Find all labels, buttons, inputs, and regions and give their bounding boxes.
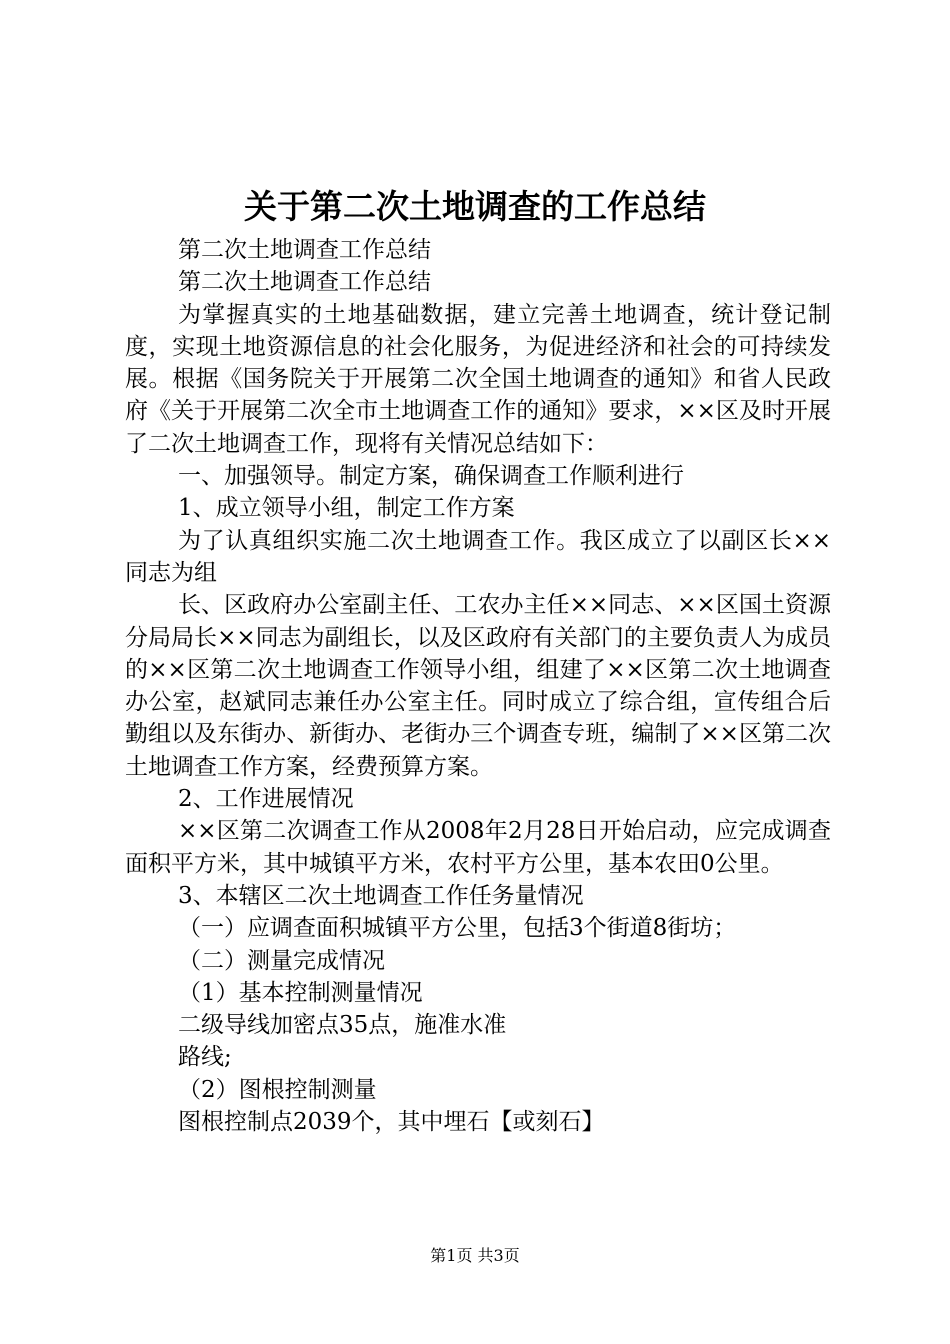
body-paragraph: 长、区政府办公室副主任、工农办主任××同志、××区国土资源分局局长××同志为副组长，以及区政府有关部门的主要负责人为成员的××区第二次土地调查工作领导小组，组建了××区第二次土地调查办公室，赵斌同志兼任办公室主任。同时成立了综合组，宣传组合后勤组以及东街办、新街办、老街办三个调查专班，编制了××区第二次土地调查工作方案，经费预算方案。 xyxy=(125,592,831,780)
body-paragraph: ××区第二次调查工作从2008年2月28日开始启动，应完成调查面积平方米，其中城镇平方米，农村平方公里，基本农田0公里。 xyxy=(125,818,831,877)
list-item: （二）测量完成情况 xyxy=(178,947,385,974)
list-item: （1）基本控制测量情况 xyxy=(178,979,423,1006)
document-body xyxy=(125,234,831,1138)
section-heading: 一、加强领导。制定方案，确保调查工作顺利进行 xyxy=(178,463,684,490)
list-item: （一）应调查面积城镇平方公里，包括3个街道8街坊； xyxy=(178,915,737,942)
subsection-heading: 3、本辖区二次土地调查工作任务量情况 xyxy=(178,882,584,909)
body-line: 二级导线加密点35点，施准水准 xyxy=(178,1012,507,1039)
page-number-footer: 第1页 共3页 xyxy=(430,1246,520,1265)
list-item: （2）图根控制测量 xyxy=(178,1076,377,1103)
body-line: 路线; xyxy=(178,1044,232,1071)
body-line: 图根控制点2039个，其中埋石【或刻石】 xyxy=(178,1109,605,1136)
subtitle-line: 第二次土地调查工作总结 xyxy=(178,237,431,263)
subsection-heading: 1、成立领导小组，制定工作方案 xyxy=(178,495,515,522)
subtitle-line: 第二次土地调查工作总结 xyxy=(178,269,431,296)
document-title: 关于第二次土地调查的工作总结 xyxy=(244,187,706,226)
body-paragraph: 为了认真组织实施二次土地调查工作。我区成立了以副区长××同志为组 xyxy=(125,527,831,586)
subsection-heading: 2、工作进展情况 xyxy=(178,786,354,813)
body-paragraph: 为掌握真实的土地基础数据，建立完善土地调查，统计登记制度，实现土地资源信息的社会化服务，为促进经济和社会的可持续发展。根据《国务院关于开展第二次全国土地调查的通知》和省人民政府《关于开展第二次全市土地调查工作的通知》要求，××区及时开展了二次土地调查工作，现将有关情况总结如下： xyxy=(125,301,831,457)
